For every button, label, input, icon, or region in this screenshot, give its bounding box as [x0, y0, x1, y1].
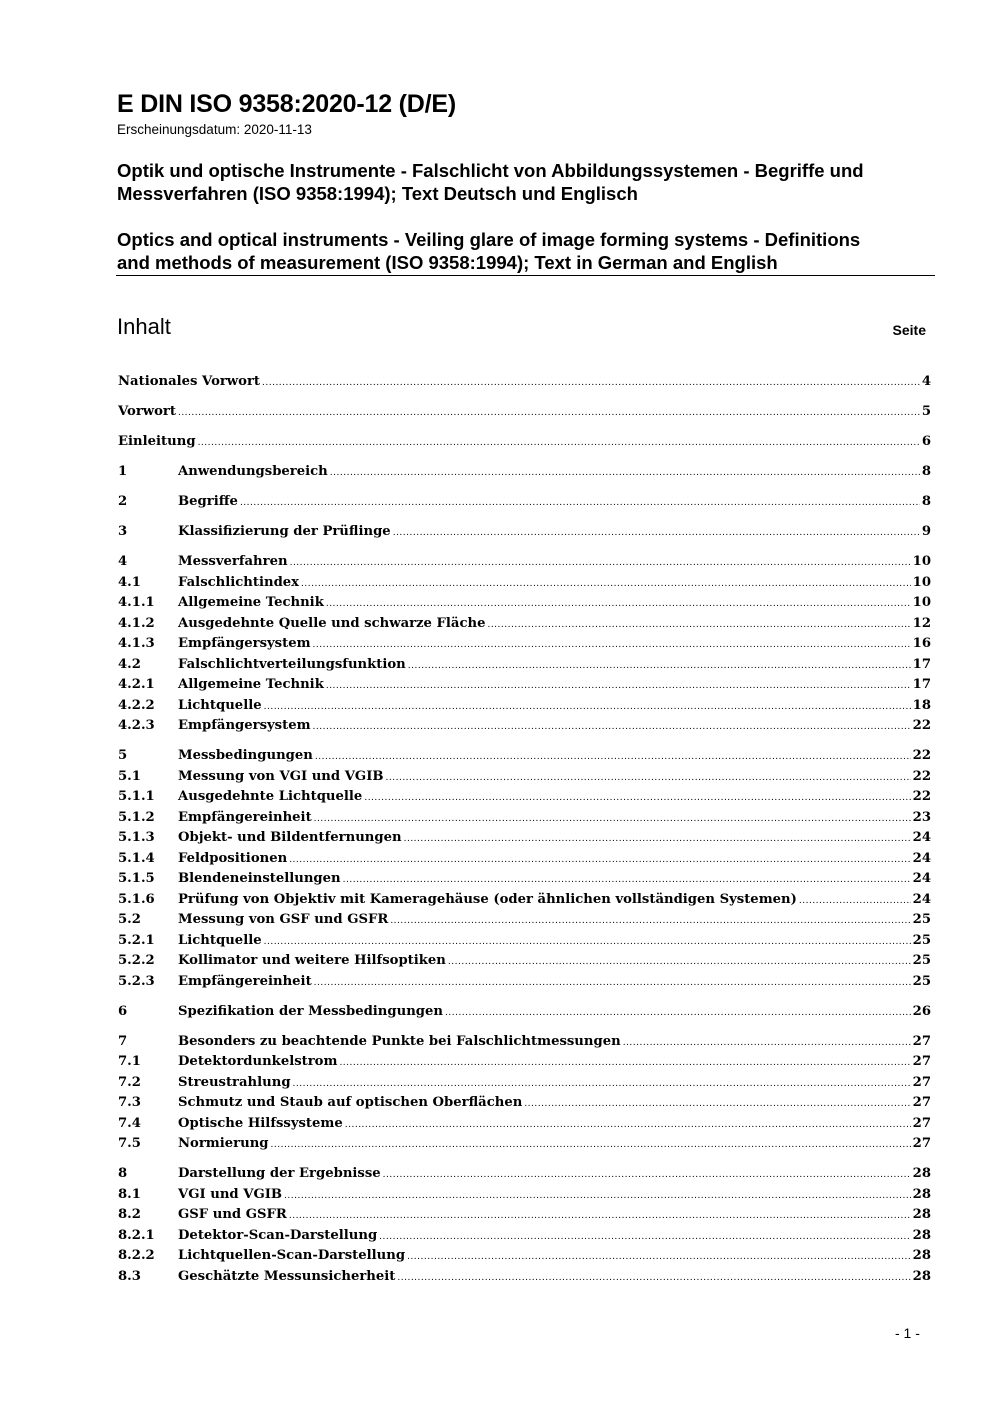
toc-entry[interactable] [118, 696, 931, 717]
toc-entry-title: Falschlichtverteilungsfunktion [178, 656, 406, 672]
toc-entry[interactable] [118, 1205, 931, 1226]
toc-entry[interactable] [118, 910, 931, 931]
toc-heading: Inhalt [117, 314, 171, 339]
toc-entry-number: 4 [118, 554, 128, 569]
toc-entry-page: 22 [912, 789, 931, 804]
toc-entry[interactable] [118, 1226, 931, 1247]
title-english [117, 228, 937, 274]
toc-entry-page: 22 [912, 748, 931, 763]
toc-entry-page: 16 [912, 636, 931, 651]
toc-entry[interactable] [118, 869, 931, 890]
toc-entry-number: 7.1 [118, 1054, 141, 1069]
toc-entry-number: 4.2.3 [118, 718, 155, 733]
toc-entry[interactable] [118, 849, 931, 870]
toc-entry[interactable] [118, 1052, 931, 1073]
toc-entry-number: 7.5 [118, 1136, 141, 1151]
toc-entry-title: Empfängersystem [178, 636, 311, 651]
toc-entry[interactable] [118, 1185, 931, 1206]
toc-entry[interactable] [118, 828, 931, 849]
toc-entry-title: Schmutz und Staub auf optischen Oberflächen [178, 1095, 523, 1110]
toc-dot-leader [314, 973, 911, 994]
toc-entry-title: Detektordunkelstrom [178, 1054, 338, 1069]
toc-dot-leader [799, 891, 911, 912]
toc-entry-number: 6 [118, 1003, 128, 1019]
toc-entry-page: 9 [921, 524, 931, 539]
toc-entry[interactable] [118, 767, 931, 788]
toc-entry[interactable] [118, 716, 931, 737]
toc-entry-number: 8.1 [118, 1186, 141, 1202]
toc-entry-number: 4.1 [118, 574, 141, 590]
toc-entry-number: 5.1.1 [118, 789, 155, 804]
toc-entry[interactable] [118, 1032, 931, 1053]
toc-entry-title: Optische Hilfssysteme [178, 1115, 343, 1131]
toc-entry-number: 5.1 [118, 768, 141, 784]
toc-dot-leader [198, 433, 920, 454]
toc-entry-title: Objekt- und Bildentfernungen [178, 830, 402, 845]
toc-entry-number: 7 [118, 1033, 128, 1049]
toc-entry-title: Messung von VGI und VGIB [178, 768, 384, 784]
toc-dot-leader [289, 1206, 911, 1227]
toc-entry-page: 28 [912, 1186, 931, 1202]
toc-entry-title: Lichtquelle [178, 932, 262, 948]
toc-dot-leader [448, 952, 911, 973]
toc-entry[interactable] [118, 552, 931, 573]
toc-entry-number: 5.2.1 [118, 932, 155, 948]
toc-entry-page: 25 [912, 953, 931, 968]
toc-entry[interactable] [118, 972, 931, 993]
toc-entry-page: 22 [912, 768, 931, 784]
toc-dot-leader [293, 1074, 911, 1095]
toc-entry-page: 10 [912, 595, 931, 610]
toc-entry-page: 18 [912, 697, 931, 713]
toc-dot-leader [301, 574, 911, 595]
toc-entry-title: Empfängersystem [178, 718, 311, 733]
toc-entry-page: 22 [912, 718, 931, 733]
toc-dot-leader [313, 635, 911, 656]
toc-entry[interactable] [118, 1002, 931, 1023]
document-id: E DIN ISO 9358:2020-12 (D/E) [117, 90, 456, 118]
toc-entry-title: Streustrahlung [178, 1074, 291, 1090]
toc-dot-leader [623, 1033, 911, 1054]
toc-entry-number: 8.2.1 [118, 1227, 155, 1243]
toc-entry[interactable] [118, 1114, 931, 1135]
toc-dot-leader [408, 656, 911, 677]
toc-entry-number: 4.1.3 [118, 636, 155, 651]
toc-entry-title: Blendeneinstellungen [178, 871, 341, 886]
toc-dot-leader [289, 850, 910, 871]
toc-entry-title: Messbedingungen [178, 748, 313, 763]
toc-dot-leader [314, 809, 911, 830]
toc-entry-number: 5.1.5 [118, 871, 155, 886]
toc-entry[interactable] [118, 787, 931, 808]
toc-dot-leader [330, 463, 920, 484]
toc-entry[interactable] [118, 462, 931, 483]
toc-entry-page: 27 [912, 1115, 931, 1131]
toc-entry-number: 7.4 [118, 1115, 141, 1131]
toc-entry-page: 24 [912, 871, 931, 886]
toc-entry-page: 27 [912, 1033, 931, 1049]
toc-entry-title: Detektor-Scan-Darstellung [178, 1227, 378, 1243]
toc-entry[interactable] [118, 1134, 931, 1155]
toc-entry-title: Prüfung von Objektiv mit Kameragehäuse (oder ähnlichen vollständigen Systemen) [178, 891, 797, 907]
toc-dot-leader [315, 747, 911, 768]
toc-entry-page: 25 [912, 973, 931, 989]
title-german-line-2: Messverfahren (ISO 9358:1994); Text Deutsch und Englisch [117, 183, 638, 204]
toc-entry[interactable] [118, 593, 931, 614]
table-of-contents [118, 372, 931, 1287]
toc-dot-leader [326, 676, 911, 697]
toc-entry[interactable] [118, 634, 931, 655]
toc-entry-number: 3 [118, 524, 128, 539]
title-english-line-1: Optics and optical instruments - Veiling glare of image forming systems - Definitions [117, 229, 861, 250]
toc-entry[interactable] [118, 1267, 931, 1288]
toc-entry-number: 8.2.2 [118, 1248, 155, 1263]
toc-entry-number: 4.2.1 [118, 677, 155, 692]
toc-entry[interactable] [118, 614, 931, 635]
toc-entry-title: Einleitung [118, 434, 196, 449]
toc-entry-page: 25 [912, 912, 931, 927]
toc-dot-leader [487, 615, 910, 636]
page-column-label: Seite [892, 322, 926, 338]
toc-entry[interactable] [118, 808, 931, 829]
toc-entry-page: 27 [912, 1054, 931, 1069]
toc-entry-page: 24 [912, 891, 931, 907]
toc-dot-leader [313, 717, 911, 738]
toc-entry-title: Lichtquelle [178, 697, 262, 713]
toc-entry-page: 27 [912, 1136, 931, 1151]
toc-entry-title: Allgemeine Technik [178, 595, 324, 610]
toc-entry-number: 1 [118, 464, 128, 479]
toc-entry-page: 27 [912, 1074, 931, 1090]
toc-entry[interactable] [118, 951, 931, 972]
toc-entry-page: 28 [912, 1268, 931, 1284]
toc-entry-title: Messung von GSF und GSFR [178, 912, 389, 927]
toc-entry-page: 28 [912, 1166, 931, 1181]
header-divider [116, 275, 935, 276]
toc-dot-leader [524, 1094, 910, 1115]
toc-entry[interactable] [118, 492, 931, 513]
toc-dot-leader [240, 493, 920, 514]
toc-dot-leader [404, 829, 911, 850]
toc-entry[interactable] [118, 1093, 931, 1114]
toc-entry-number: 8 [118, 1166, 128, 1181]
toc-entry-number: 5.1.4 [118, 850, 155, 866]
toc-entry[interactable] [118, 432, 931, 453]
toc-entry-number: 5 [118, 748, 128, 763]
toc-entry-number: 5.1.6 [118, 891, 155, 907]
toc-entry-title: Ausgedehnte Lichtquelle [178, 789, 363, 804]
toc-entry-number: 2 [118, 494, 128, 509]
toc-entry[interactable] [118, 890, 931, 911]
toc-entry-title: Kollimator und weitere Hilfsoptiken [178, 953, 446, 968]
toc-entry-title: Begriffe [178, 494, 238, 509]
toc-dot-leader [345, 1115, 911, 1136]
toc-entry-title: Besonders zu beachtende Punkte bei Falschlichtmessungen [178, 1033, 621, 1049]
toc-entry-title: Darstellung der Ergebnisse [178, 1166, 381, 1181]
toc-entry-title: Nationales Vorwort [118, 374, 260, 389]
toc-dot-leader [379, 1227, 910, 1248]
toc-entry-number: 5.2 [118, 912, 141, 927]
toc-entry[interactable] [118, 655, 931, 676]
toc-entry-title: Empfängereinheit [178, 809, 312, 825]
toc-entry-page: 25 [912, 932, 931, 948]
toc-dot-leader [271, 1135, 911, 1156]
toc-entry-title: Anwendungsbereich [178, 464, 328, 479]
toc-dot-leader [343, 870, 911, 891]
toc-entry-page: 10 [912, 574, 931, 590]
toc-entry-page: 28 [912, 1207, 931, 1222]
toc-dot-leader [393, 523, 920, 544]
toc-entry-title: Vorwort [118, 404, 176, 419]
toc-entry[interactable] [118, 746, 931, 767]
toc-dot-leader [326, 594, 911, 615]
title-german-line-1: Optik und optische Instrumente - Falschlicht von Abbildungssystemen - Begriffe und [117, 160, 864, 181]
toc-entry-number: 5.2.2 [118, 953, 155, 968]
toc-entry-page: 12 [912, 615, 931, 631]
toc-entry-page: 17 [912, 656, 931, 672]
toc-entry-title: VGI und VGIB [178, 1186, 283, 1202]
toc-entry-number: 8.2 [118, 1207, 141, 1222]
toc-dot-leader [397, 1268, 910, 1289]
toc-entry[interactable] [118, 675, 931, 696]
toc-dot-leader [284, 1186, 911, 1207]
toc-entry-page: 24 [912, 830, 931, 845]
toc-entry-page: 5 [921, 404, 931, 419]
toc-entry-title: Geschätzte Messunsicherheit [178, 1268, 396, 1284]
toc-entry[interactable] [118, 573, 931, 594]
toc-dot-leader [386, 768, 911, 789]
toc-entry-title: Falschlichtindex [178, 574, 300, 590]
toc-entry[interactable] [118, 402, 931, 423]
toc-entry-number: 4.1.2 [118, 615, 155, 631]
toc-entry-number: 7.3 [118, 1095, 141, 1110]
toc-entry-page: 6 [921, 434, 931, 449]
toc-entry-page: 10 [912, 554, 931, 569]
title-german [117, 159, 937, 205]
toc-entry-number: 5.2.3 [118, 973, 155, 989]
toc-entry-page: 8 [921, 494, 931, 509]
toc-entry-number: 5.1.2 [118, 809, 155, 825]
toc-entry-page: 28 [912, 1227, 931, 1243]
toc-entry[interactable] [118, 931, 931, 952]
toc-entry-page: 28 [912, 1248, 931, 1263]
toc-entry-number: 8.3 [118, 1268, 141, 1284]
toc-entry-number: 4.2 [118, 656, 141, 672]
toc-entry[interactable] [118, 1073, 931, 1094]
toc-entry-page: 4 [921, 374, 931, 389]
toc-dot-leader [339, 1053, 910, 1074]
toc-entry-number: 7.2 [118, 1074, 141, 1090]
toc-dot-leader [264, 932, 911, 953]
toc-entry-title: Spezifikation der Messbedingungen [178, 1003, 443, 1019]
toc-entry-page: 27 [912, 1095, 931, 1110]
toc-entry[interactable] [118, 1164, 931, 1185]
toc-dot-leader [407, 1247, 911, 1268]
toc-entry-page: 23 [912, 809, 931, 825]
toc-dot-leader [390, 911, 910, 932]
toc-entry-number: 5.1.3 [118, 830, 155, 845]
toc-entry-page: 24 [912, 850, 931, 866]
toc-dot-leader [262, 373, 920, 394]
toc-entry[interactable] [118, 522, 931, 543]
toc-dot-leader [178, 403, 920, 424]
toc-entry-title: Allgemeine Technik [178, 677, 324, 692]
toc-entry-title: Klassifizierung der Prüflinge [178, 524, 391, 539]
publication-date: Erscheinungsdatum: 2020-11-13 [117, 122, 312, 137]
toc-entry[interactable] [118, 372, 931, 393]
toc-dot-leader [383, 1165, 911, 1186]
toc-entry-number: 4.2.2 [118, 697, 155, 713]
toc-dot-leader [290, 553, 911, 574]
toc-entry-title: Ausgedehnte Quelle und schwarze Fläche [178, 615, 486, 631]
page-number: - 1 - [895, 1325, 920, 1341]
toc-entry-page: 17 [912, 677, 931, 692]
toc-entry-title: Messverfahren [178, 554, 288, 569]
toc-dot-leader [445, 1003, 911, 1024]
toc-entry-number: 4.1.1 [118, 595, 155, 610]
toc-entry-title: Lichtquellen-Scan-Darstellung [178, 1248, 406, 1263]
toc-entry-title: GSF und GSFR [178, 1207, 287, 1222]
toc-entry-title: Empfängereinheit [178, 973, 312, 989]
toc-dot-leader [364, 788, 910, 809]
toc-entry-title: Normierung [178, 1136, 269, 1151]
toc-entry-page: 26 [912, 1003, 931, 1019]
toc-entry-page: 8 [921, 464, 931, 479]
toc-entry[interactable] [118, 1246, 931, 1267]
title-english-line-2: and methods of measurement (ISO 9358:1994); Text in German and English [117, 252, 778, 273]
toc-entry-title: Feldpositionen [178, 850, 288, 866]
toc-dot-leader [264, 697, 911, 718]
